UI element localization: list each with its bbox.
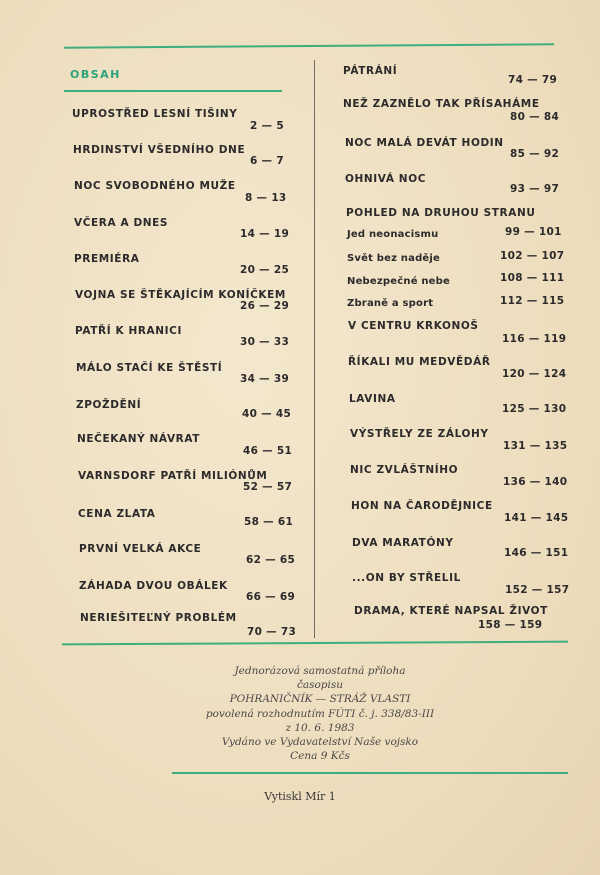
toc-entry-pages: 20 — 25 <box>240 264 290 276</box>
toc-subentry-title[interactable]: Nebezpečné nebe <box>347 276 451 287</box>
toc-entry-title[interactable]: OHNIVÁ NOC <box>345 173 427 185</box>
top-rule <box>64 43 554 48</box>
toc-subentry-title[interactable]: Jed neonacismu <box>347 229 439 240</box>
colophon-line: POHRANIČNÍK — STRÁŽ VLASTI <box>229 693 411 706</box>
toc-entry-title[interactable]: ZÁHADA DVOU OBÁLEK <box>79 580 228 592</box>
toc-entry-title[interactable]: DRAMA, KTERÉ NAPSAL ŽIVOT <box>354 605 548 617</box>
toc-entry-title[interactable]: NOC SVOBODNÉHO MUŽE <box>74 180 236 192</box>
toc-entry-pages: 136 — 140 <box>503 476 568 488</box>
colophon-line: Jednorázová samostatná příloha <box>234 665 406 677</box>
toc-subentry-pages: 99 — 101 <box>505 226 562 238</box>
heading-underline <box>64 90 282 92</box>
toc-entry-pages: 158 — 159 <box>478 619 543 631</box>
toc-entry-title[interactable]: NIC ZVLÁŠTNÍHO <box>350 464 459 476</box>
toc-entry-pages: 2 — 5 <box>250 120 284 132</box>
toc-entry-title[interactable]: NEŽ ZAZNĚLO TAK PŘÍSAHÁME <box>343 98 540 110</box>
toc-subentry-title[interactable]: Svět bez naděje <box>347 253 441 264</box>
colophon <box>170 664 470 763</box>
toc-entry-title[interactable]: LAVINA <box>349 393 396 405</box>
toc-subentry-pages: 102 — 107 <box>500 250 565 262</box>
colophon-line: časopisu <box>296 679 344 692</box>
printer-note: Vytiskl Mír 1 <box>264 790 336 803</box>
toc-entry-pages: 120 — 124 <box>502 368 567 380</box>
toc-entry-pages: 125 — 130 <box>502 403 567 415</box>
toc-entry-title[interactable]: ...ON BY STŘELIL <box>352 572 461 584</box>
toc-entry-pages: 93 — 97 <box>510 183 560 195</box>
toc-entry-pages: 66 — 69 <box>246 591 296 603</box>
toc-entry-title[interactable]: CENA ZLATA <box>78 508 156 520</box>
toc-entry-pages: 8 — 13 <box>245 192 287 204</box>
toc-entry-pages: 62 — 65 <box>246 554 296 566</box>
toc-subentry-pages: 108 — 111 <box>500 272 565 284</box>
toc-section-title[interactable]: POHLED NA DRUHOU STRANU <box>346 207 536 219</box>
toc-entry-pages: 58 — 61 <box>244 516 294 528</box>
toc-entry-pages: 52 — 57 <box>243 481 293 493</box>
toc-entry-pages: 152 — 157 <box>505 584 570 596</box>
toc-entry-pages: 146 — 151 <box>504 547 569 559</box>
toc-entry-title[interactable]: V CENTRU KRKONOŠ <box>348 320 479 332</box>
toc-entry-title[interactable]: PATŘÍ K HRANICI <box>75 325 182 337</box>
toc-entry-title[interactable]: PÁTRÁNÍ <box>343 65 398 77</box>
toc-entry-title[interactable]: HRDINSTVÍ VŠEDNÍHO DNE <box>73 144 246 156</box>
toc-entry-pages: 131 — 135 <box>503 440 568 452</box>
toc-entry-pages: 80 — 84 <box>510 111 560 123</box>
toc-entry-title[interactable]: ZPOŽDĚNÍ <box>76 399 142 411</box>
column-divider <box>314 60 315 638</box>
toc-entry-title[interactable]: VÝSTŘELY ZE ZÁLOHY <box>350 428 489 440</box>
toc-entry-pages: 141 — 145 <box>504 512 569 524</box>
toc-entry-title[interactable]: NERIEŠITEĽNÝ PROBLÉM <box>80 612 237 624</box>
toc-entry-pages: 40 — 45 <box>242 408 292 420</box>
toc-subentry-title[interactable]: Zbraně a sport <box>347 298 434 309</box>
bottom-rule <box>62 641 568 646</box>
toc-entry-pages: 34 — 39 <box>240 373 290 385</box>
toc-entry-title[interactable]: PRVNÍ VELKÁ AKCE <box>79 543 202 555</box>
toc-entry-pages: 30 — 33 <box>240 336 290 348</box>
toc-entry-pages: 85 — 92 <box>510 148 560 160</box>
footer-rule <box>172 772 568 774</box>
colophon-line: z 10. 6. 1983 <box>285 721 355 734</box>
toc-entry-pages: 74 — 79 <box>508 74 558 86</box>
toc-entry-pages: 6 — 7 <box>250 155 284 167</box>
toc-entry-title[interactable]: ŘÍKALI MU MEDVĚDÁŘ <box>348 356 491 368</box>
colophon-line: povolená rozhodnutím FÚTI č. j. 338/83-III <box>205 707 435 720</box>
toc-entry-title[interactable]: HON NA ČARODĚJNICE <box>351 500 493 512</box>
toc-entry-pages: 70 — 73 <box>247 626 297 638</box>
toc-entry-title[interactable]: DVA MARATÓNY <box>352 537 454 549</box>
toc-entry-pages: 116 — 119 <box>502 333 567 345</box>
colophon-line: Cena 9 Kčs <box>290 750 350 763</box>
toc-entry-title[interactable]: UPROSTŘED LESNÍ TIŠINY <box>72 108 238 120</box>
toc-entry-title[interactable]: PREMIÉRA <box>74 253 140 265</box>
toc-entry-pages: 14 — 19 <box>240 228 290 240</box>
toc-entry-title[interactable]: MÁLO STAČÍ KE ŠTĚSTÍ <box>76 362 223 374</box>
colophon-line: Vydáno ve Vydavatelství Naše vojsko <box>221 736 419 749</box>
toc-entry-title[interactable]: NOC MALÁ DEVÁT HODIN <box>345 137 504 149</box>
toc-subentry-pages: 112 — 115 <box>500 295 565 307</box>
toc-entry-title[interactable]: VOJNA SE ŠTĚKAJÍCÍM KONÍČKEM <box>75 289 286 301</box>
toc-entry-pages: 46 — 51 <box>243 445 293 457</box>
toc-entry-pages: 26 — 29 <box>240 300 290 312</box>
toc-heading: OBSAH <box>70 68 121 81</box>
toc-entry-title[interactable]: VČERA A DNES <box>74 217 169 229</box>
toc-entry-title[interactable]: NEČEKANÝ NÁVRAT <box>77 433 201 445</box>
toc-entry-title[interactable]: VARNSDORF PATŘÍ MILIÓNŮM <box>78 470 268 482</box>
